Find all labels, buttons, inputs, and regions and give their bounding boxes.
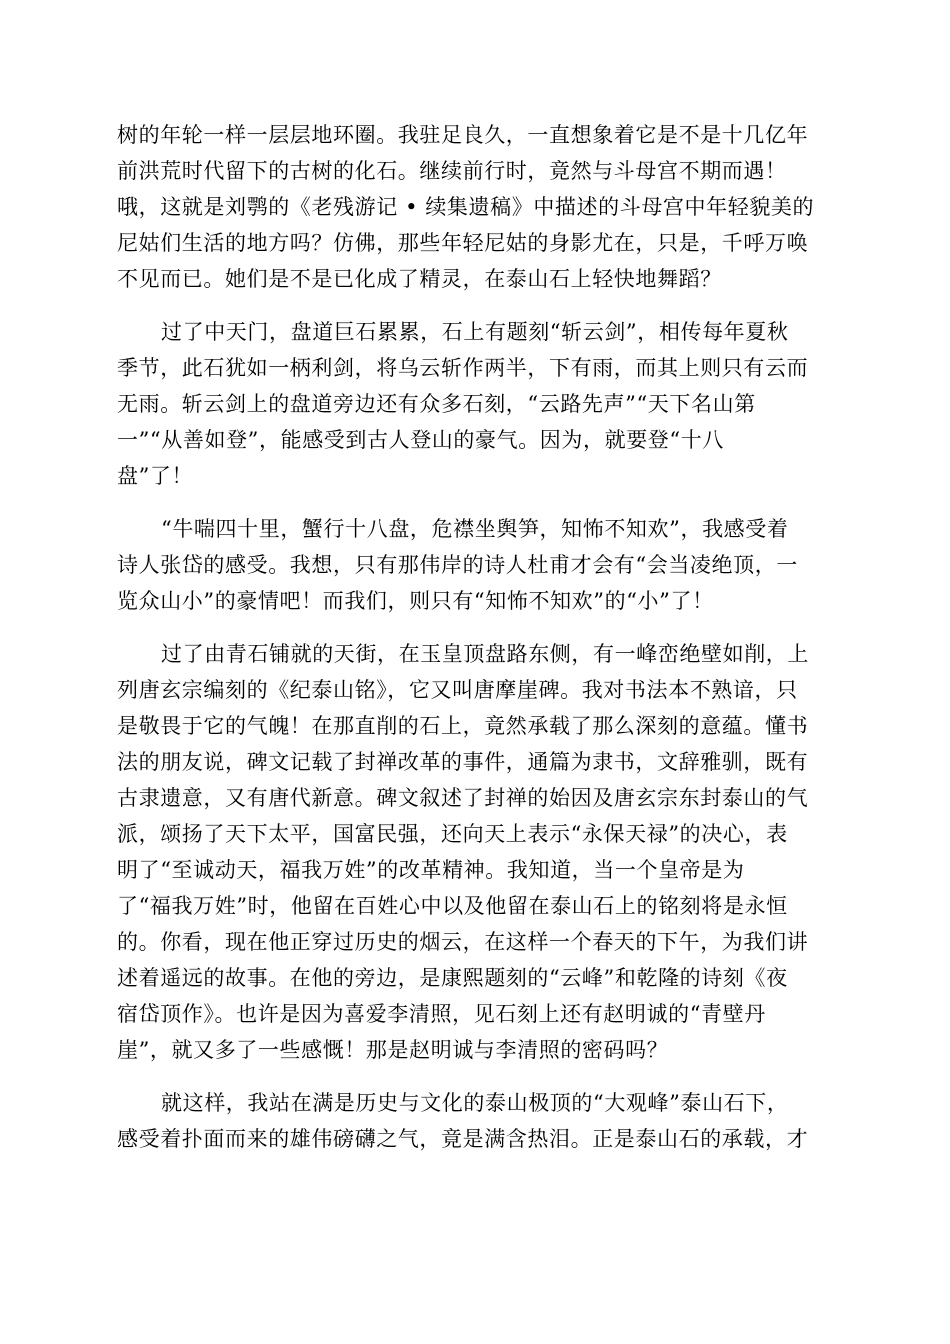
paragraph-gap [117,619,837,636]
paragraph-1 [117,117,837,297]
text-line: 法的朋友说，碑文记载了封禅改革的事件，通篇为隶书，文辞雅驯，既有 [117,750,809,774]
paragraph-4 [117,636,837,1068]
text-line: 一”“从善如登”，能感受到古人登山的豪气。因为，就要登“十八 [117,428,724,452]
text-line: “牛喘四十里，蟹行十八盘，危襟坐舆笋，知怖不知欢”，我感受着 [161,517,789,541]
text-line: 哦，这就是刘鹗的《老残游记 • 续集遗稿》中描述的斗母宫中年轻貌美的 [117,195,815,219]
text-line: 宿岱顶作》。也许是因为喜爱李清照，见石刻上还有赵明诚的“青壁丹 [117,1002,766,1026]
text-line: 了“福我万姓”时，他留在百姓心中以及他留在泰山石上的铭刻将是永恒 [117,894,788,918]
paragraph-5 [117,1085,837,1157]
text-line: 览众山小”的豪情吧！而我们，则只有“知怖不知欢”的“小”了！ [117,589,714,613]
text-line: 列唐玄宗编刻的《纪泰山铭》，它又叫唐摩崖碑。我对书法本不熟谙，只 [117,678,798,702]
text-line: 诗人张岱的感受。我想，只有那伟岸的诗人杜甫才会有“会当凌绝顶，一 [117,553,798,577]
text-line: 述着遥远的故事。在他的旁边，是康熙题刻的“云峰”和乾隆的诗刻《夜 [117,966,788,990]
paragraph-gap [117,494,837,511]
text-line: 明了“至诚动天，福我万姓”的改革精神。我知道，当一个皇帝是为 [117,858,745,882]
text-line: 感受着扑面而来的雄伟磅礴之气，竟是满含热泪。正是泰山石的承载，才 [117,1127,809,1151]
text-line: 树的年轮一样一层层地环圈。我驻足良久，一直想象着它是不是十几亿年 [117,123,809,147]
paragraph-gap [117,297,837,314]
text-line: 是敬畏于它的气魄！在那直削的石上，竟然承载了那么深刻的意蕴。懂书 [117,714,809,738]
text-line: 崖”，就又多了一些感慨！那是赵明诚与李清照的密码吗？ [117,1038,669,1062]
text-line: 不见而已。她们是不是已化成了精灵，在泰山石上轻快地舞蹈？ [117,267,722,291]
text-line: 无雨。斩云剑上的盘道旁边还有众多石刻，“云路先声”“天下名山第 [117,392,756,416]
text-line: 的。你看，现在他正穿过历史的烟云，在这样一个春天的下午，为我们讲 [117,930,809,954]
text-line: 前洪荒时代留下的古树的化石。继续前行时，竟然与斗母宫不期而遇！ [117,159,787,183]
text-line: 过了中天门，盘道巨石累累，石上有题刻“斩云剑”，相传每年夏秋 [161,320,789,344]
text-line: 季节，此石犹如一柄利剑，将乌云斩作两半，下有雨，而其上则只有云而 [117,356,809,380]
paragraph-gap [117,1068,837,1085]
text-line: 过了由青石铺就的天街，在玉皇顶盘路东侧，有一峰峦绝壁如削，上 [161,642,809,666]
text-line: 尼姑们生活的地方吗？仿佛，那些年轻尼姑的身影尤在，只是，千呼万唤 [117,231,809,255]
text-line: 古隶遗意，又有唐代新意。碑文叙述了封禅的始因及唐玄宗东封泰山的气 [117,786,809,810]
paragraph-2 [117,314,837,494]
text-line: 就这样，我站在满是历史与文化的泰山极顶的“大观峰”泰山石下， [161,1091,789,1115]
document-page [117,117,837,1157]
text-line: 盘”了！ [117,464,194,488]
text-line: 派，颂扬了天下太平，国富民强，还向天上表示“永保天禄”的决心，表 [117,822,788,846]
paragraph-3 [117,511,837,619]
